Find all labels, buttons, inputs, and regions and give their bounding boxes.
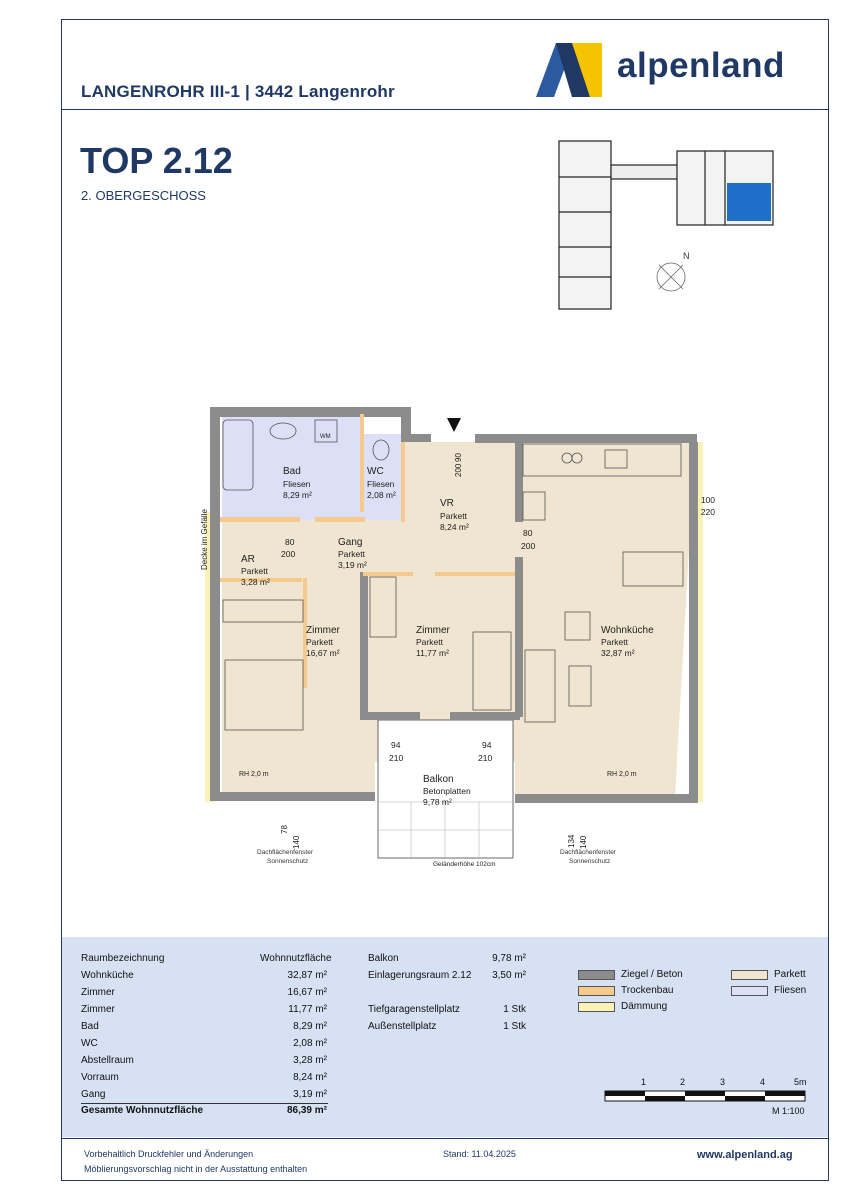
svg-text:M 1:100: M 1:100 [772,1106,805,1116]
svg-text:Parkett: Parkett [241,566,268,576]
svg-text:94: 94 [391,740,401,750]
date-stamp: Stand: 11.04.2025 [443,1149,516,1159]
legend-label: Ziegel / Beton [621,969,683,980]
legend-swatch-parquet [731,970,768,980]
extra-row-value: 1 Stk [503,1004,526,1015]
svg-text:80: 80 [523,528,533,538]
table-row-value: 16,67 m² [287,987,327,998]
svg-text:210: 210 [478,753,493,763]
svg-text:8,24 m²: 8,24 m² [440,522,469,532]
legend-label: Dämmung [621,1001,668,1012]
svg-text:RH 2,0 m: RH 2,0 m [239,771,269,778]
svg-text:1: 1 [641,1077,647,1087]
svg-text:5m: 5m [794,1077,807,1087]
svg-text:4: 4 [760,1077,766,1087]
table-row-name: WC [81,1038,98,1049]
svg-text:16,67 m²: 16,67 m² [306,648,340,658]
extra-row-value: 1 Stk [503,1021,526,1032]
entrance-marker [447,418,461,432]
svg-text:8,29 m²: 8,29 m² [283,490,312,500]
brand-wordmark: alpenland [617,46,785,85]
svg-text:Parkett: Parkett [416,637,443,647]
legend-swatch-drywall [578,986,615,996]
legend-label: Parkett [774,969,806,980]
svg-text:Fliesen: Fliesen [367,479,395,489]
scale-bar [604,1075,809,1125]
svg-text:Sonnenschutz: Sonnenschutz [267,858,309,865]
svg-text:Fliesen: Fliesen [283,479,311,489]
table-row-name: Gang [81,1089,106,1100]
wc-floor [361,434,401,520]
table-row-value: 3,19 m² [293,1089,327,1100]
svg-text:Parkett: Parkett [306,637,333,647]
floor-plan [195,402,715,877]
unit-title: TOP 2.12 [80,140,233,181]
svg-text:200: 200 [281,549,296,559]
svg-text:AR: AR [241,554,255,565]
svg-text:VR: VR [440,498,454,509]
table-row-name: Zimmer [81,1004,115,1015]
svg-text:Decke im Gefälle: Decke im Gefälle [200,509,209,570]
svg-text:9,78 m²: 9,78 m² [423,797,452,807]
svg-text:Zimmer: Zimmer [416,625,450,636]
disclaimer-print: Vorbehaltlich Druckfehler und Änderungen [84,1149,254,1159]
unit-highlight [727,183,771,221]
extra-row-name: Balkon [368,953,399,964]
svg-text:Zimmer: Zimmer [306,625,340,636]
svg-text:Wohnküche: Wohnküche [601,625,654,636]
svg-text:Gang: Gang [338,537,363,548]
svg-text:Sonnenschutz: Sonnenschutz [569,858,611,865]
table-row-name: Vorraum [81,1072,119,1083]
svg-text:134: 134 [567,834,576,848]
svg-text:Parkett: Parkett [338,549,365,559]
project-title: LANGENROHR III-1 | 3442 Langenrohr [81,82,395,101]
total-label: Gesamte Wohnnutzfläche [81,1105,204,1116]
header-divider [61,109,829,110]
legend-swatch-insulation [578,1002,615,1012]
svg-text:Parkett: Parkett [440,511,467,521]
website-link[interactable]: www.alpenland.ag [697,1149,793,1161]
extra-row-value: 3,50 m² [492,970,526,981]
table-row-value: 11,77 m² [288,1004,327,1015]
col-header-area: Wohnnutzfläche [260,953,332,964]
svg-text:Balkon: Balkon [423,774,454,785]
svg-text:Parkett: Parkett [601,637,628,647]
total-divider [81,1103,328,1104]
svg-text:94: 94 [482,740,492,750]
svg-text:200: 200 [454,463,463,477]
north-label: N [683,251,690,261]
legend-label: Fliesen [774,985,807,996]
table-row-value: 2,08 m² [293,1038,327,1049]
svg-text:Geländerhöhe 102cm: Geländerhöhe 102cm [433,861,496,868]
legend-label: Trockenbau [621,985,674,996]
svg-text:Betonplatten: Betonplatten [423,786,471,796]
col-header-room: Raumbezeichnung [81,953,165,964]
svg-text:2,08 m²: 2,08 m² [367,490,396,500]
svg-text:90: 90 [454,453,463,462]
svg-text:11,77 m²: 11,77 m² [416,648,449,658]
table-row-value: 32,87 m² [287,970,327,981]
svg-text:220: 220 [700,507,715,517]
extra-row-name: Tiefgaragenstellplatz [368,1004,460,1015]
legend-swatch-masonry [578,970,615,980]
svg-text:140: 140 [579,835,588,849]
extra-row-name: Außenstellplatz [368,1021,437,1032]
svg-text:WM: WM [320,434,331,440]
legend-swatch-tiles [731,986,768,996]
table-row-name: Zimmer [81,987,115,998]
svg-text:WC: WC [367,466,384,477]
footer-divider [61,1138,829,1139]
disclaimer-furniture: Möblierungsvorschlag nicht in der Ausstattung enthalten [84,1164,308,1174]
table-row-value: 8,24 m² [293,1072,327,1083]
table-row-value: 3,28 m² [293,1055,327,1066]
svg-text:3,28 m²: 3,28 m² [241,577,270,587]
extra-row-name: Einlagerungsraum 2.12 [368,970,472,981]
svg-text:RH 2,0 m: RH 2,0 m [607,771,637,778]
extra-row-value: 9,78 m² [492,953,526,964]
svg-text:140: 140 [292,835,301,849]
svg-text:3: 3 [720,1077,726,1087]
svg-text:32,87 m²: 32,87 m² [601,648,635,658]
table-row-value: 8,29 m² [293,1021,327,1032]
svg-text:3,19 m²: 3,19 m² [338,560,367,570]
table-row-name: Wohnküche [81,970,134,981]
svg-text:2: 2 [680,1077,686,1087]
key-plan [555,137,785,315]
svg-text:100: 100 [700,495,715,505]
total-value: 86,39 m² [286,1105,327,1116]
svg-text:200: 200 [521,541,536,551]
table-row-name: Abstellraum [81,1055,134,1066]
svg-text:Dachflächenfenster: Dachflächenfenster [257,849,314,856]
svg-text:80: 80 [285,537,295,547]
svg-text:Dachflächenfenster: Dachflächenfenster [560,849,617,856]
floor-label: 2. OBERGESCHOSS [81,188,206,203]
svg-text:78: 78 [280,825,289,834]
table-row-name: Bad [81,1021,99,1032]
svg-text:210: 210 [389,753,404,763]
svg-text:Bad: Bad [283,466,301,477]
